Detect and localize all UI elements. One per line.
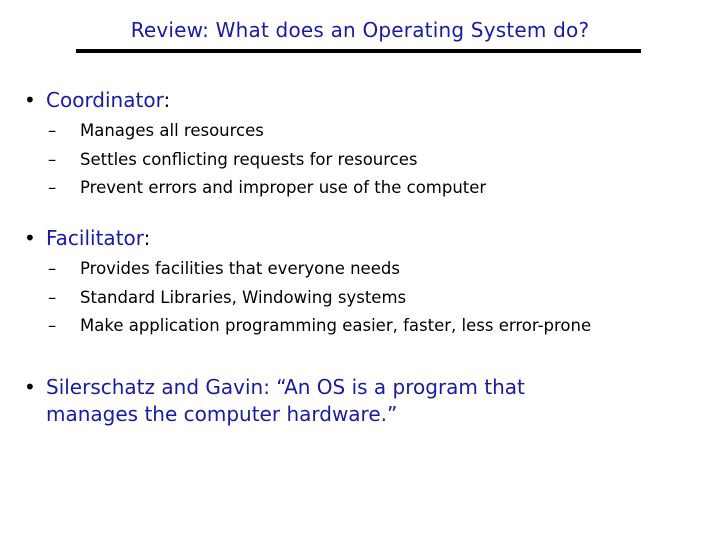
list-item-text: Provides facilities that everyone needs xyxy=(80,259,400,278)
list-item-text: Prevent errors and improper use of the computer xyxy=(80,178,487,197)
list-item xyxy=(48,117,486,146)
quote-line-2 xyxy=(24,401,684,428)
title-underline xyxy=(76,49,641,53)
quote-line-1 xyxy=(24,374,684,401)
quote-attribution: Silerschatz and Gavin: xyxy=(46,375,270,399)
dash-glyph: – xyxy=(48,287,57,307)
bullet-glyph: • xyxy=(24,375,36,399)
quote-text-line2: manages the computer hardware.” xyxy=(46,402,398,426)
bullet-suffix: : xyxy=(143,226,151,250)
list-item-text: Manages all resources xyxy=(80,121,264,140)
list-item xyxy=(48,312,591,341)
dash-glyph: – xyxy=(48,316,57,335)
list-item xyxy=(48,174,486,203)
dash-glyph: – xyxy=(48,259,57,278)
dash-glyph: – xyxy=(48,149,57,169)
list-item xyxy=(48,255,591,284)
facilitator-subitems xyxy=(48,255,591,341)
list-item xyxy=(48,146,486,175)
slide-title: Review: What does an Operating System do? xyxy=(130,18,590,42)
bullet-label: Facilitator xyxy=(46,226,144,250)
dash-glyph: – xyxy=(48,178,57,197)
bullet-glyph: • xyxy=(24,88,36,112)
quote-text-line1: “An OS is a program that xyxy=(276,375,525,399)
bullet-suffix: : xyxy=(163,88,171,112)
list-item-text: Standard Libraries, Windowing systems xyxy=(80,287,407,307)
bullet-coordinator xyxy=(24,88,170,112)
bullet-glyph: • xyxy=(24,226,36,250)
dash-glyph: – xyxy=(48,121,57,140)
bullet-facilitator xyxy=(24,226,150,250)
list-item xyxy=(48,284,591,313)
list-item-text: Settles conflicting requests for resources xyxy=(80,149,418,169)
bullet-label: Coordinator xyxy=(46,88,164,112)
coordinator-subitems xyxy=(48,117,486,203)
list-item-text: Make application programming easier, faster, less error-prone xyxy=(80,316,592,335)
quote-bullet xyxy=(24,374,684,428)
